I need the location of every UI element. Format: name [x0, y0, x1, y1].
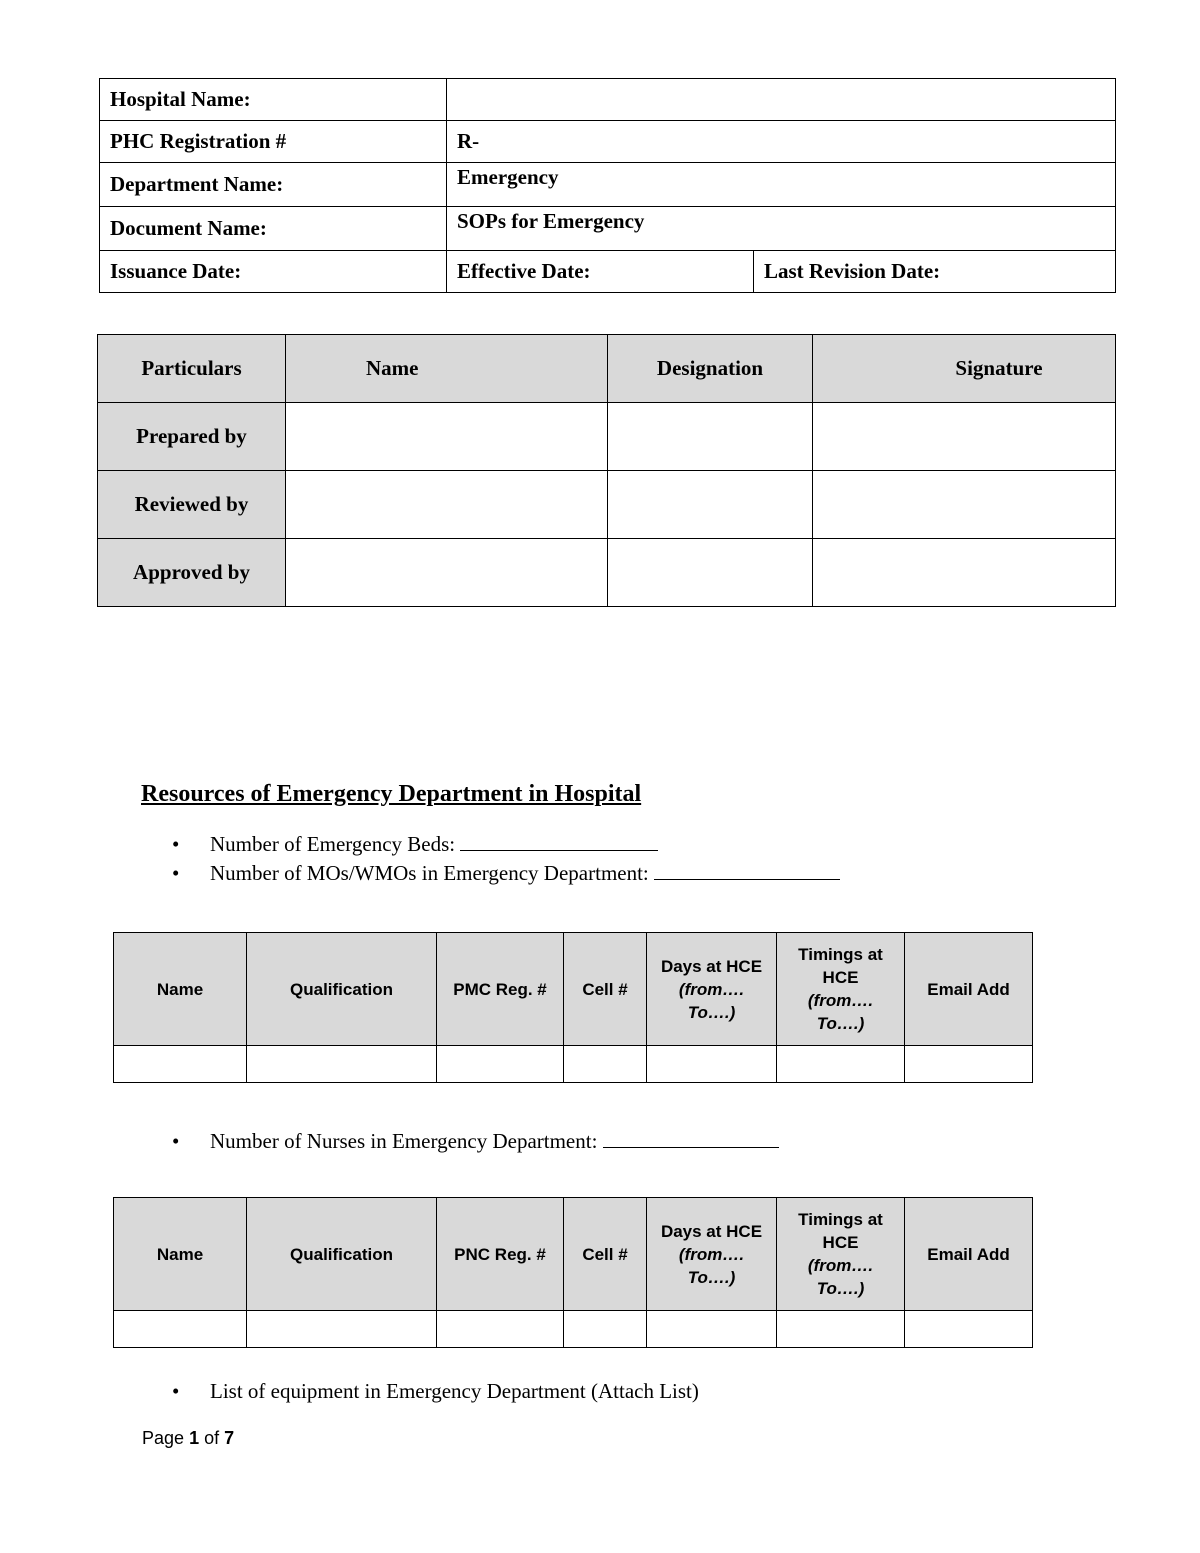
approved-by-name-cell[interactable] — [286, 539, 608, 607]
prepared-by-row — [98, 403, 1116, 471]
approved-by-signature-cell[interactable] — [813, 539, 1116, 607]
document-label: Document Name: — [100, 207, 447, 251]
page-word: Page — [142, 1428, 185, 1448]
last-revision-date-label: Last Revision Date: — [754, 251, 1116, 293]
mo-cell-header: Cell # — [564, 933, 647, 1046]
mo-timings-cell[interactable] — [777, 1046, 905, 1083]
approved-by-designation-cell[interactable] — [608, 539, 813, 607]
mos-count-blank[interactable] — [654, 861, 840, 880]
mo-timings-header — [777, 933, 905, 1046]
page-total: 7 — [224, 1428, 235, 1448]
department-label: Department Name: — [100, 163, 447, 207]
page-number — [142, 1428, 234, 1449]
approval-table — [97, 334, 1116, 607]
reviewed-by-signature-cell[interactable] — [813, 471, 1116, 539]
nurse-timings-line-2: HCE — [822, 1233, 859, 1252]
nurses-count-blank[interactable] — [603, 1129, 779, 1148]
signature-header: Signature — [813, 335, 1116, 403]
hospital-name-label: Hospital Name: — [100, 79, 447, 121]
nurse-timings-line-1: Timings at — [798, 1210, 883, 1229]
nurse-timings-cell[interactable] — [777, 1311, 905, 1348]
document-info-table — [99, 78, 1116, 293]
mo-qualification-cell[interactable] — [247, 1046, 437, 1083]
nurse-timings-line-4: To….) — [816, 1279, 865, 1298]
nurses-count-label: Number of Nurses in Emergency Department: — [210, 1129, 598, 1153]
hospital-name-value[interactable] — [447, 79, 1116, 121]
reviewed-by-label: Reviewed by — [98, 471, 286, 539]
phc-registration-row — [100, 121, 1116, 163]
prepared-by-signature-cell[interactable] — [813, 403, 1116, 471]
prepared-by-label: Prepared by — [98, 403, 286, 471]
mo-days-line-3: To….) — [687, 1002, 736, 1022]
mo-timings-line-4: To….) — [816, 1014, 865, 1033]
nurse-name-cell[interactable] — [114, 1311, 247, 1348]
bullet-icon: • — [172, 832, 180, 856]
mo-pmc-reg-cell[interactable] — [437, 1046, 564, 1083]
nurse-days-header — [647, 1198, 777, 1311]
nurse-entry-row — [114, 1311, 1033, 1348]
nurse-days-cell[interactable] — [647, 1311, 777, 1348]
nurse-pnc-reg-header: PNC Reg. # — [437, 1198, 564, 1311]
mo-header-row — [114, 933, 1033, 1046]
resources-heading: Resources of Emergency Department in Hospital — [141, 781, 642, 807]
mo-days-header — [647, 933, 777, 1046]
department-row — [100, 163, 1116, 207]
document-row — [100, 207, 1116, 251]
nurse-cell-number-cell[interactable] — [564, 1311, 647, 1348]
phc-registration-value[interactable]: R- — [447, 121, 1116, 163]
nurse-email-cell[interactable] — [905, 1311, 1033, 1348]
reviewed-by-row — [98, 471, 1116, 539]
nurse-email-header: Email Add — [905, 1198, 1033, 1311]
prepared-by-name-cell[interactable] — [286, 403, 608, 471]
bullet-icon: • — [172, 1129, 180, 1153]
designation-header: Designation — [608, 335, 813, 403]
nurse-header-row — [114, 1198, 1033, 1311]
effective-date-label: Effective Date: — [447, 251, 754, 293]
nurse-pnc-reg-cell[interactable] — [437, 1311, 564, 1348]
mo-timings-line-2: HCE — [822, 968, 859, 987]
emergency-beds-blank[interactable] — [460, 832, 658, 851]
bullet-icon: • — [172, 1379, 180, 1403]
name-header: Name — [286, 335, 608, 403]
phc-registration-label: PHC Registration # — [100, 121, 447, 163]
nurse-cell-header: Cell # — [564, 1198, 647, 1311]
bullet-icon: • — [172, 861, 180, 885]
approval-header-row — [98, 335, 1116, 403]
mo-pmc-reg-header: PMC Reg. # — [437, 933, 564, 1046]
of-word: of — [204, 1428, 220, 1448]
emergency-beds-item — [172, 830, 658, 858]
issuance-date-label: Issuance Date: — [100, 251, 447, 293]
prepared-by-designation-cell[interactable] — [608, 403, 813, 471]
mo-name-header: Name — [114, 933, 247, 1046]
mo-entry-row — [114, 1046, 1033, 1083]
emergency-beds-label: Number of Emergency Beds: — [210, 832, 456, 856]
nurse-staff-table — [113, 1197, 1033, 1348]
nurse-timings-header — [777, 1198, 905, 1311]
approved-by-label: Approved by — [98, 539, 286, 607]
mo-timings-line-3: (from…. — [807, 991, 874, 1010]
nurse-days-line-3: To….) — [687, 1267, 736, 1287]
nurse-qualification-header: Qualification — [247, 1198, 437, 1311]
department-value[interactable]: Emergency — [447, 163, 1116, 207]
approved-by-row — [98, 539, 1116, 607]
nurse-timings-line-3: (from…. — [807, 1256, 874, 1275]
mos-count-label: Number of MOs/WMOs in Emergency Department: — [210, 861, 649, 885]
mo-qualification-header: Qualification — [247, 933, 437, 1046]
nurse-days-line-2: (from…. — [678, 1244, 745, 1264]
document-value[interactable]: SOPs for Emergency — [447, 207, 1116, 251]
mo-days-cell[interactable] — [647, 1046, 777, 1083]
mo-email-header: Email Add — [905, 933, 1033, 1046]
mo-timings-line-1: Timings at — [798, 945, 883, 964]
mo-cell-number-cell[interactable] — [564, 1046, 647, 1083]
equipment-list-label: List of equipment in Emergency Department (Attach List) — [210, 1379, 699, 1403]
hospital-name-row — [100, 79, 1116, 121]
mo-name-cell[interactable] — [114, 1046, 247, 1083]
nurse-days-line-1: Days at HCE — [660, 1221, 763, 1241]
particulars-header: Particulars — [98, 335, 286, 403]
reviewed-by-designation-cell[interactable] — [608, 471, 813, 539]
page-current: 1 — [189, 1428, 200, 1448]
reviewed-by-name-cell[interactable] — [286, 471, 608, 539]
mo-days-line-1: Days at HCE — [660, 956, 763, 976]
mo-days-line-2: (from…. — [678, 979, 745, 999]
dates-row — [100, 251, 1116, 293]
mo-email-cell[interactable] — [905, 1046, 1033, 1083]
mos-count-item — [172, 859, 840, 887]
equipment-list-item — [172, 1377, 699, 1405]
nurses-count-item — [172, 1127, 779, 1155]
nurse-name-header: Name — [114, 1198, 247, 1311]
nurse-qualification-cell[interactable] — [247, 1311, 437, 1348]
mo-staff-table — [113, 932, 1033, 1083]
